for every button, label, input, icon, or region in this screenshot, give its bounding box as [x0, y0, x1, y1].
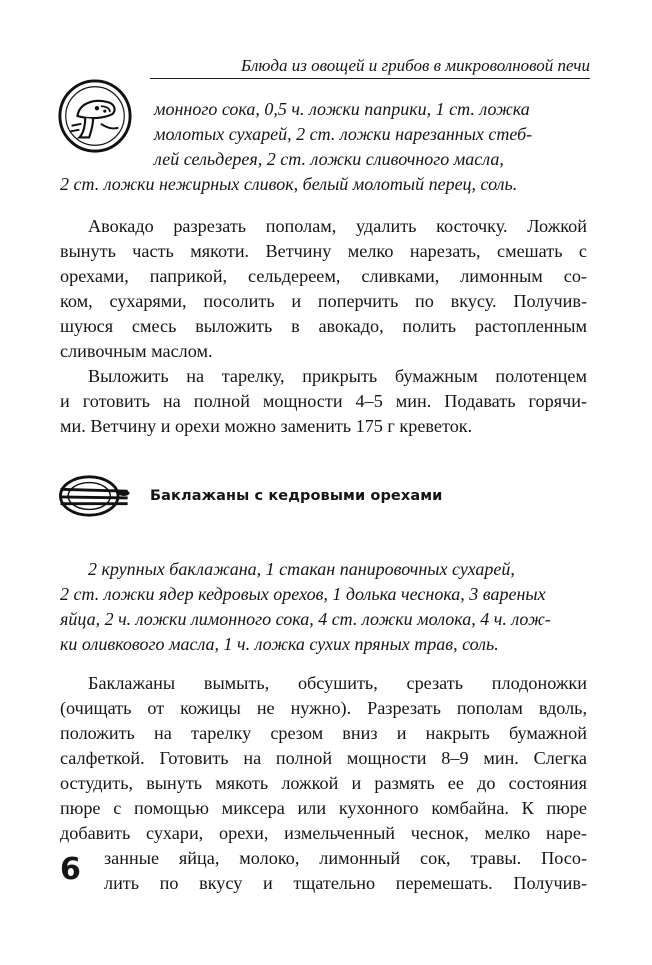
header-rule: [150, 78, 590, 79]
ingredient-line: ки оливкового масла, 1 ч. ложка сухих пряных трав, соль.: [60, 634, 499, 654]
plate-cutlery-icon: [56, 472, 134, 520]
text-line: добавить сухари, орехи, измельченный чеснок, мелко наре-: [60, 823, 587, 843]
text-line: ми. Ветчину и орехи можно заменить 175 г креветок.: [60, 416, 473, 436]
ingredient-line: яйца, 2 ч. ложки лимонного сока, 4 ст. ложки молока, 4 ч. лож-: [60, 609, 551, 629]
ingredient-line: молотых сухарей, 2 ст. ложки нарезанных стеб-: [154, 124, 533, 144]
text-line: положить на тарелку срезом вниз и накрыть бумажной: [60, 723, 587, 743]
page-number: 6: [60, 852, 81, 887]
ingredient-line: лей сельдерея, 2 ст. ложки сливочного масла,: [154, 149, 504, 169]
ingredient-line: 2 ст. ложки нежирных сливок, белый молотый перец, соль.: [60, 174, 518, 194]
text-line: Выложить на тарелку, прикрыть бумажным полотенцем: [88, 366, 587, 386]
instructions-paragraph-continued: [104, 846, 587, 896]
ingredient-line: 2 ст. ложки ядер кедровых орехов, 1 долька чеснока, 3 вареных: [60, 584, 546, 604]
text-line: занные яйца, молоко, лимонный сок, травы. Посо-: [104, 848, 587, 868]
text-line: Баклажаны вымыть, обсушить, срезать плодоножки: [88, 673, 587, 693]
instructions-paragraph: [60, 214, 587, 364]
text-line: орехами, паприкой, сельдереем, сливками, лимонным со-: [60, 266, 587, 286]
recipe-title: Баклажаны с кедровыми орехами: [150, 488, 443, 504]
text-line: лить по вкусу и тщательно перемешать. Получив-: [104, 873, 587, 893]
text-line: Авокадо разрезать пополам, удалить косточку. Ложкой: [88, 216, 587, 236]
text-line: сливочным маслом.: [60, 341, 213, 361]
text-line: (очищать от кожицы не нужно). Разрезать пополам вдоль,: [60, 698, 587, 718]
mushroom-icon: [56, 77, 134, 155]
text-line: вынуть часть мякоти. Ветчину мелко нарезать, смешать с: [60, 241, 587, 261]
instructions-paragraph: [60, 364, 587, 439]
text-line: салфеткой. Готовить на полной мощности 8–9 мин. Слегка: [60, 748, 587, 768]
running-header: Блюда из овощей и грибов в микроволновой печи: [240, 56, 590, 75]
text-line: ком, сухарями, посолить и поперчить по вкусу. Получив-: [60, 291, 587, 311]
ingredient-line: монного сока, 0,5 ч. ложки паприки, 1 ст. ложка: [154, 99, 530, 119]
text-line: пюре с помощью миксера или кухонного комбайна. К пюре: [60, 798, 587, 818]
text-line: остудить, вынуть мякоть ложкой и размять ее до состояния: [60, 773, 587, 793]
instructions-paragraph: [60, 671, 587, 846]
text-line: и готовить на полной мощности 4–5 мин. Подавать горячи-: [60, 391, 587, 411]
text-line: шуюся смесь выложить в авокадо, полить растопленным: [60, 316, 587, 336]
ingredient-line: 2 крупных баклажана, 1 стакан панировочных сухарей,: [88, 559, 515, 579]
